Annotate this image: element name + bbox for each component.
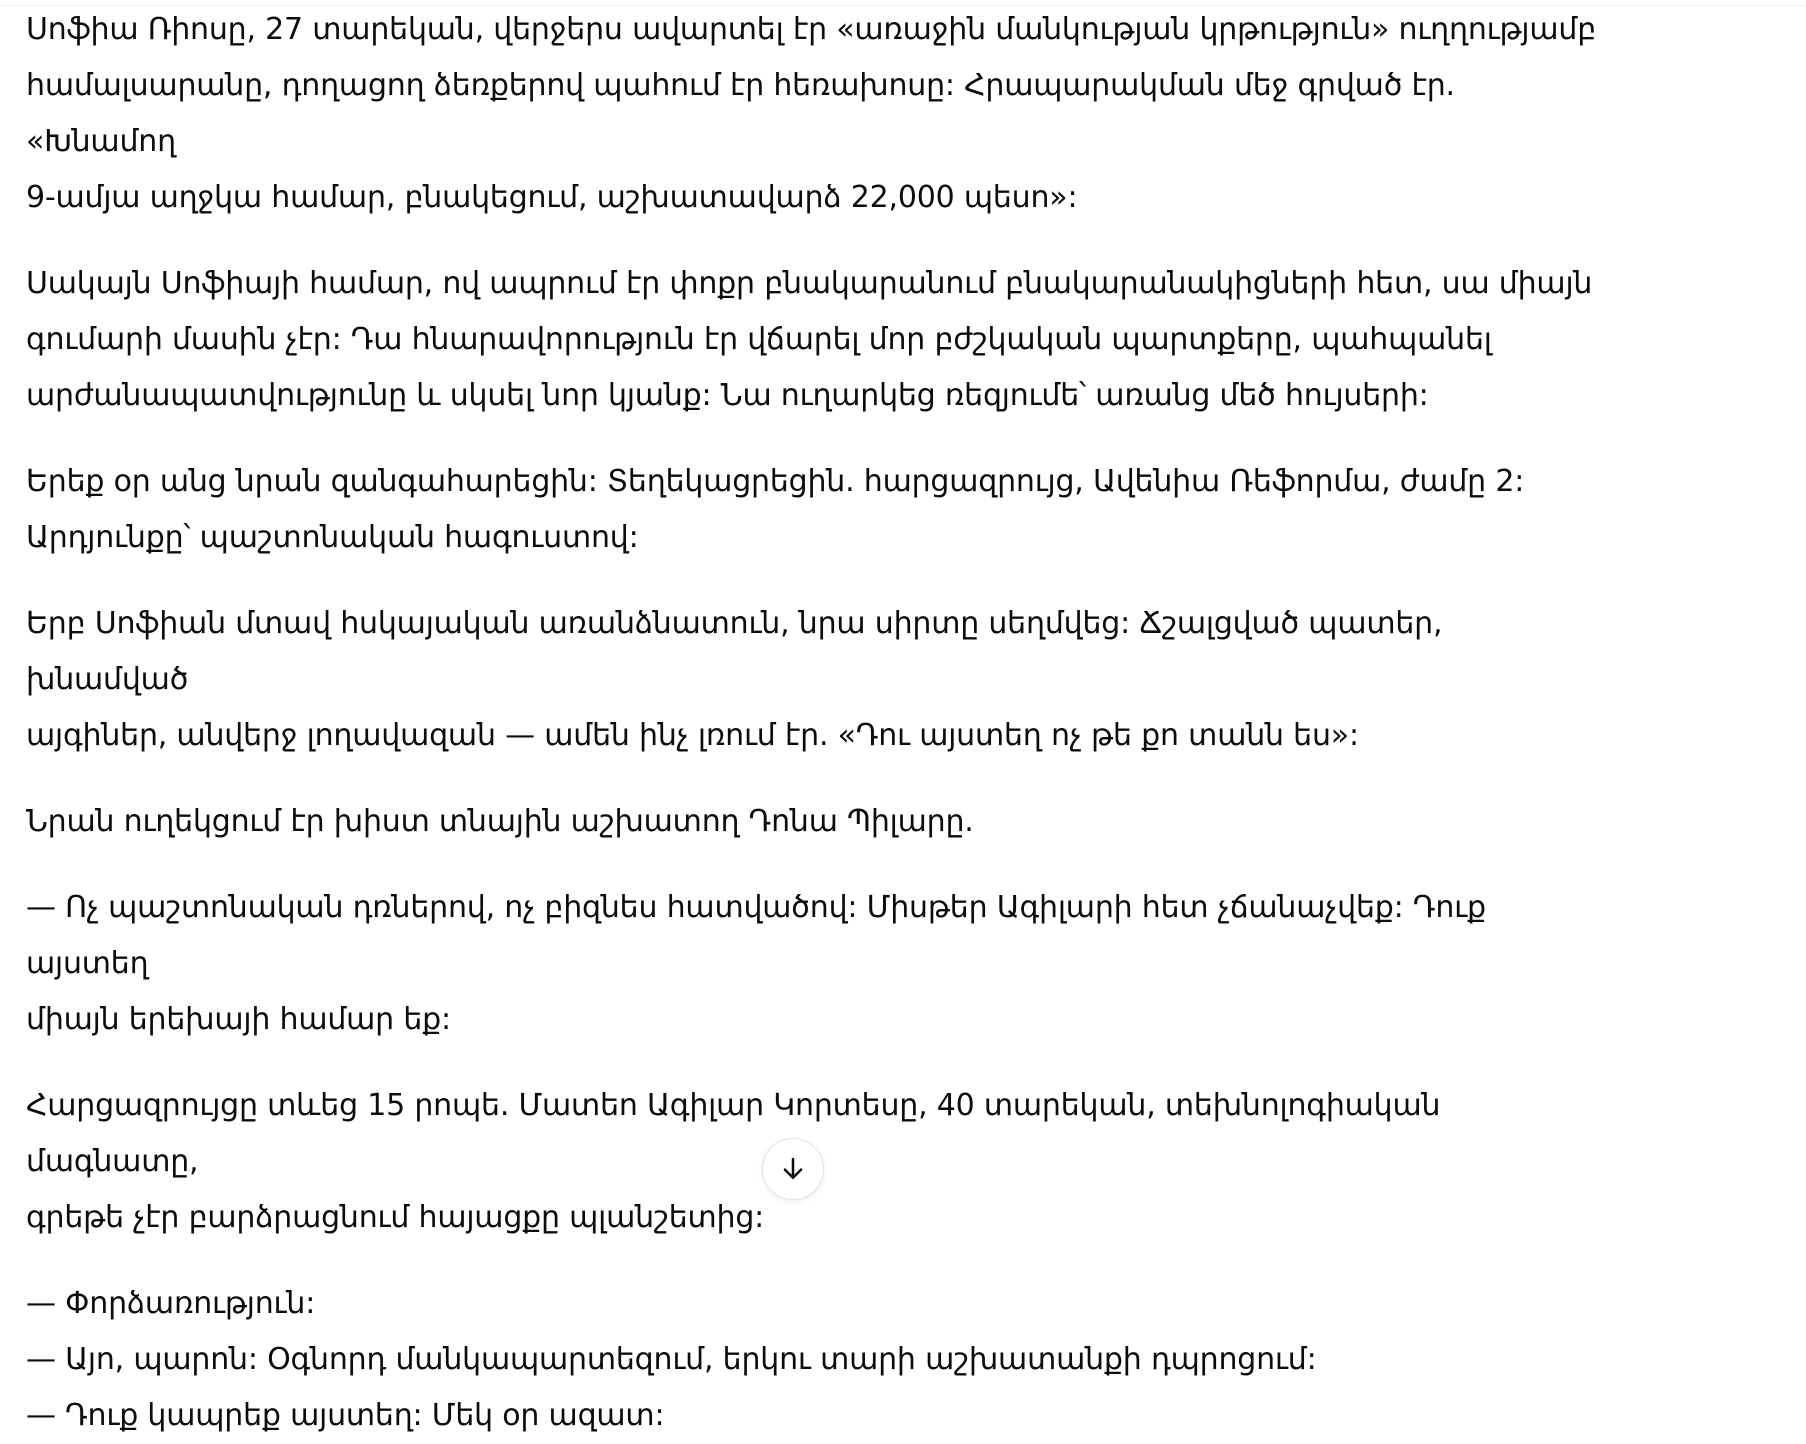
message-paragraph: Երեք օր անց նրան զանգահարեցին: Տեղեկացրեցին. հարցազրույց, Ավենիա Ռեֆորմա, ժամը 2: Արդյունքը՝ պաշտոնական հագուստով: [26,464,1525,555]
message-paragraph: Երբ Սոֆիան մտավ հսկայական առանձնատուն, նրա սիրտը սեղմվեց: Ճշալցված պատեր, խնամված այգիներ, անվերջ լողավազան — ամեն ինչ լռում էր. «Դու այստեղ ոչ թե քո տանն ես»: [26,606,1443,753]
message-paragraph: — Ոչ պաշտոնական դռներով, ոչ բիզնես հատվածով: Միսթեր Ագիլարի հետ չճանաչվեք: Դուք այստեղ միայն երեխայի համար եք: [26,890,1486,1037]
message-paragraph: Նրան ուղեկցում էր խիստ տնային աշխատող Դոնա Պիլարը. [26,804,974,839]
dialogue-line: — Դուք կապրեք այստեղ: Մեկ օր ազատ: [26,1398,665,1433]
dialogue-line: — Այո, պարոն: Օգնորդ մանկապարտեզում, երկու տարի աշխատանքի դպրոցում: [26,1342,1317,1377]
assistant-message [26,2,1606,1444]
scroll-to-bottom-button[interactable] [762,1138,824,1200]
dialogue-line: — Փորձառություն: [26,1286,316,1321]
message-paragraph: Հարցազրույցը տևեց 15 րոպե. Մատեո Ագիլար Կորտեսը, 40 տարեկան, տեխնոլոգիական մագնատը, գրեթե չէր բարձրացնում հայացքը պլանշետից: [26,1088,1441,1235]
message-paragraph: Սակայն Սոֆիայի համար, ով ապրում էր փոքր բնակարանում բնակարանակիցների հետ, սա միայն գումարի մասին չէր: Դա հնարավորություն էր վճարել մոր բժշկական պարտքերը, պահպանել արժանապատվությունը և սկսել նոր կյանք: Նա ուղարկեց ռեզյումե՝ առանց մեծ հույսերի: [26,266,1593,413]
arrow-down-icon [778,1154,808,1184]
message-paragraph: Սոֆիա Ռիոսը, 27 տարեկան, վերջերս ավարտել էր «առաջին մանկության կրթություն» ուղղությամբ համալսարանը, դողացող ձեռքերով պահում էր հեռախոսը: Հրապարակման մեջ գրված էր. «Խնամող 9-ամյա աղջկա համար, բնակեցում, աշխատավարձ 22,000 պեսո»: [26,12,1597,215]
